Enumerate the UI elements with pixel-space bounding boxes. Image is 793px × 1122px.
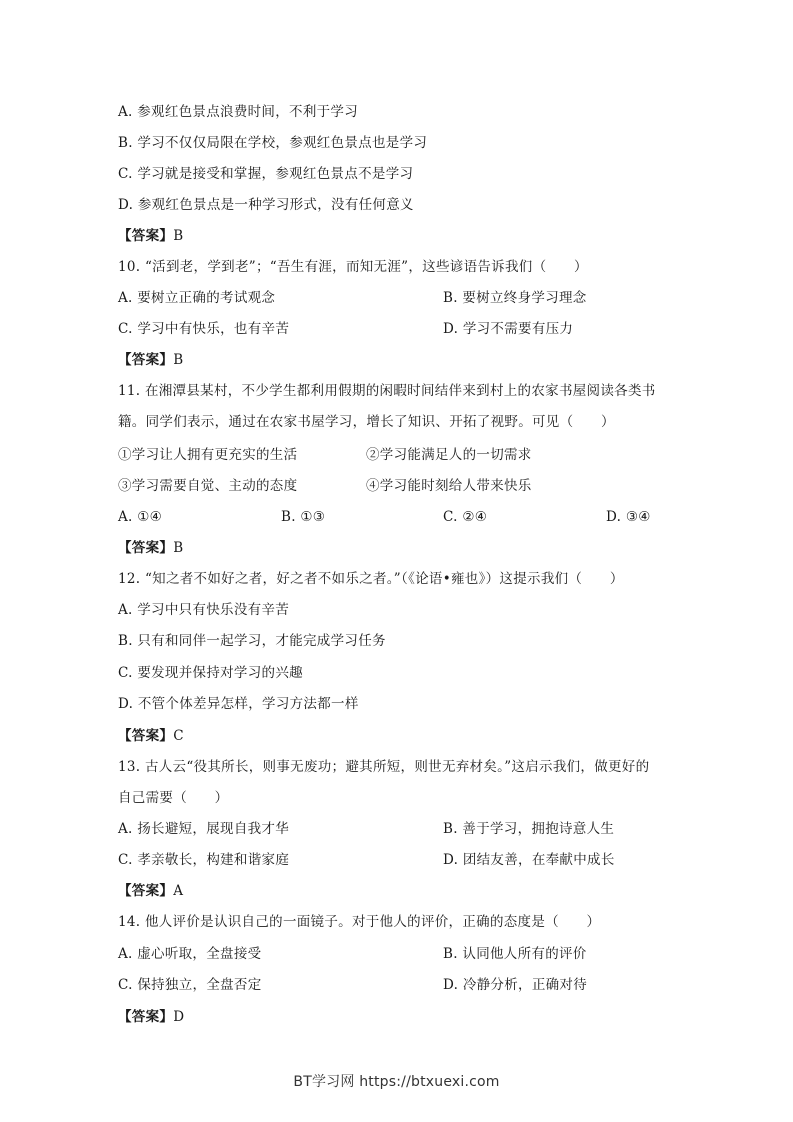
q12-answer [118, 727, 184, 745]
q13-option-a: A. 扬长避短，展现自我才华 [118, 821, 290, 837]
q12-stem: 12. “知之者不如好之者，好之者不如乐之者。”（《论语•雍也》）这提示我们（ ） [118, 571, 624, 587]
site-footer-link[interactable]: BT学习网 https://btxuexi.com [293, 1074, 500, 1090]
answer-label: 【答案】 [118, 228, 174, 244]
answer-label: 【答案】 [118, 540, 174, 556]
q10-option-a: A. 要树立正确的考试观念 [118, 290, 276, 306]
q11-option-d: D. ③④ [606, 509, 651, 525]
q12-option-c: C. 要发现并保持对学习的兴趣 [118, 665, 303, 681]
q10-answer [118, 351, 183, 369]
answer-label: 【答案】 [118, 352, 174, 368]
q9-answer [118, 227, 183, 245]
q13-option-b: B. 善于学习，拥抱诗意人生 [443, 821, 615, 837]
q11-option-a: A. ①④ [118, 509, 163, 525]
q11-option-c: C. ②④ [443, 509, 488, 525]
q11-statement-3: ③学习需要自觉、主动的态度 [118, 478, 298, 494]
q13-stem-line2: 自己需要（ ） [118, 790, 229, 806]
q11-stem-line1: 11. 在湘潭县某村，不少学生都利用假期的闲暇时间结伴来到村上的农家书屋阅读各类书 [118, 383, 656, 399]
q10-option-d: D. 学习不需要有压力 [443, 321, 574, 337]
answer-value: B [173, 352, 184, 368]
answer-label: 【答案】 [118, 728, 174, 744]
q14-option-d: D. 冷静分析，正确对待 [443, 977, 588, 993]
answer-value: D [173, 1009, 185, 1025]
q12-option-a: A. 学习中只有快乐没有辛苦 [118, 602, 290, 618]
q11-statement-1: ①学习让人拥有更充实的生活 [118, 447, 298, 463]
q11-stem-line2: 籍。同学们表示，通过在农家书屋学习，增长了知识、开拓了视野。可见（ ） [118, 414, 615, 430]
q13-answer [118, 882, 183, 900]
q11-answer [118, 539, 183, 557]
q14-option-a: A. 虚心听取，全盘接受 [118, 946, 262, 962]
answer-value: C [173, 728, 184, 744]
q14-answer [118, 1008, 184, 1026]
q9-option-a: A. 参观红色景点浪费时间，不利于学习 [118, 104, 359, 120]
answer-label: 【答案】 [118, 1009, 174, 1025]
q11-statement-4: ④学习能时刻给人带来快乐 [366, 478, 532, 494]
q10-option-c: C. 学习中有快乐，也有辛苦 [118, 321, 290, 337]
q9-option-c: C. 学习就是接受和掌握，参观红色景点不是学习 [118, 166, 414, 182]
q9-option-d: D. 参观红色景点是一种学习形式，没有任何意义 [118, 197, 414, 213]
q11-option-b: B. ①③ [281, 509, 326, 525]
q11-statement-2: ②学习能满足人的一切需求 [366, 447, 532, 463]
q14-stem: 14. 他人评价是认识自己的一面镜子。对于他人的评价，正确的态度是（ ） [118, 914, 601, 930]
q13-option-d: D. 团结友善，在奉献中成长 [443, 852, 615, 868]
q13-stem-line1: 13. 古人云“役其所长，则事无废功；避其所短，则世无弃材矣。”这启示我们，做更好的 [118, 759, 650, 775]
answer-value: B [173, 228, 184, 244]
q14-option-b: B. 认同他人所有的评价 [443, 946, 587, 962]
q13-option-c: C. 孝亲敬长，构建和谐家庭 [118, 852, 290, 868]
q10-stem: 10. “活到老，学到老”；“吾生有涯，而知无涯”，这些谚语告诉我们（ ） [118, 259, 588, 275]
q14-option-c: C. 保持独立，全盘否定 [118, 977, 262, 993]
q9-option-b: B. 学习不仅仅局限在学校，参观红色景点也是学习 [118, 135, 428, 151]
answer-value: B [173, 540, 184, 556]
answer-label: 【答案】 [118, 883, 174, 899]
q12-option-b: B. 只有和同伴一起学习，才能完成学习任务 [118, 633, 386, 649]
answer-value: A [173, 883, 184, 899]
q12-option-d: D. 不管个体差异怎样，学习方法都一样 [118, 696, 359, 712]
q10-option-b: B. 要树立终身学习理念 [443, 290, 587, 306]
